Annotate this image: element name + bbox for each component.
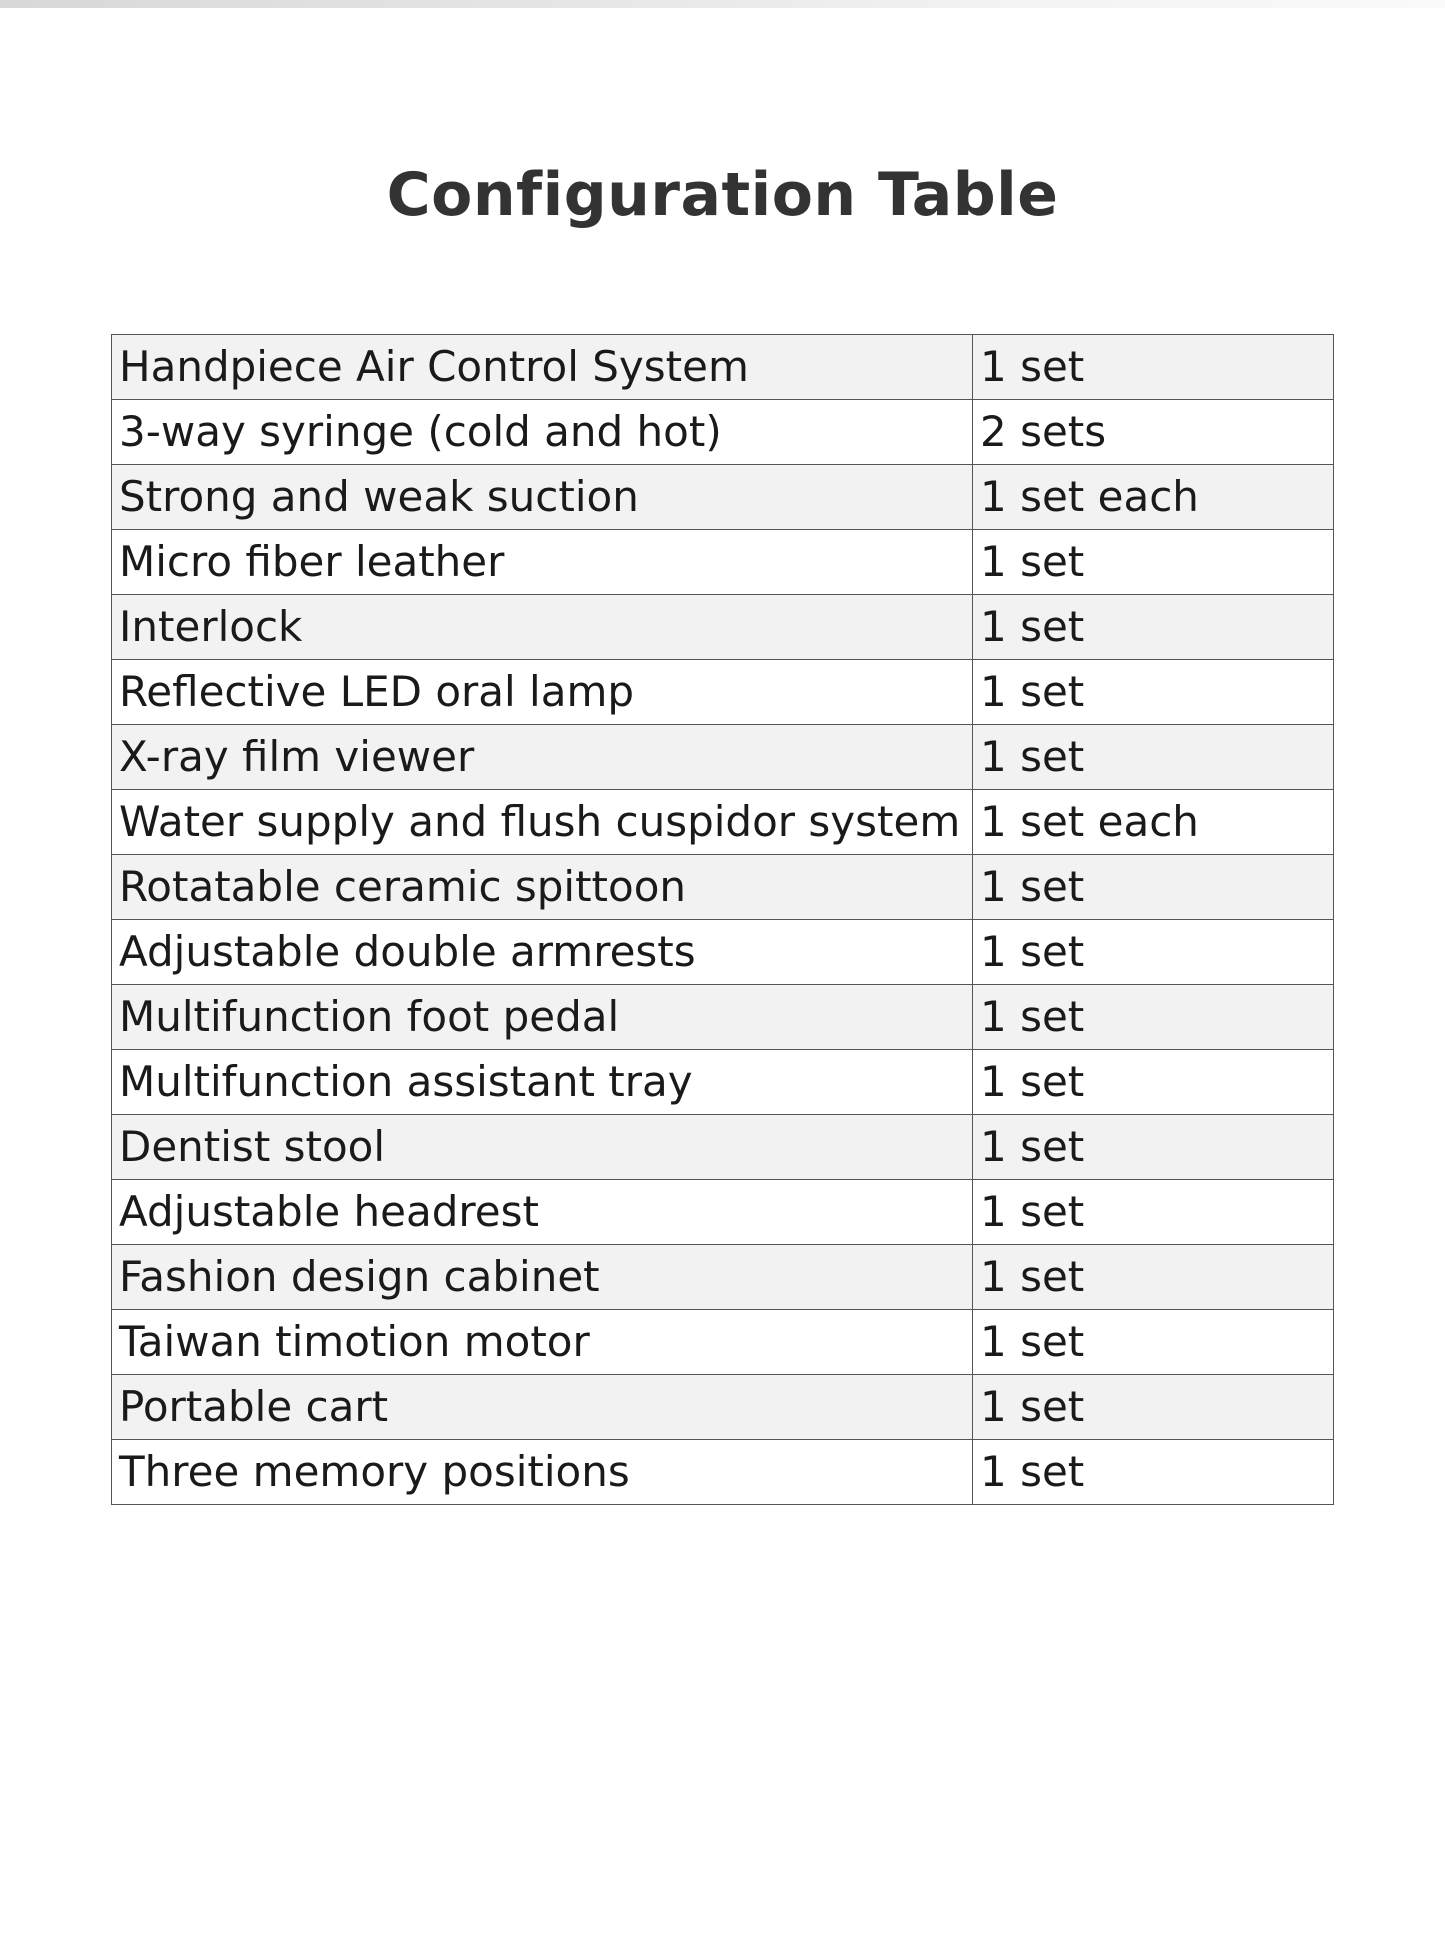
item-cell: Three memory positions	[112, 1440, 973, 1505]
item-cell: Multifunction foot pedal	[112, 985, 973, 1050]
quantity-cell: 1 set	[973, 855, 1334, 920]
quantity-cell: 1 set	[973, 1115, 1334, 1180]
item-cell: Adjustable double armrests	[112, 920, 973, 985]
table-row	[112, 790, 1334, 855]
quantity-cell: 1 set each	[973, 790, 1334, 855]
quantity-cell: 1 set	[973, 1050, 1334, 1115]
item-cell: Micro fiber leather	[112, 530, 973, 595]
item-cell: Multifunction assistant tray	[112, 1050, 973, 1115]
table-row	[112, 1440, 1334, 1505]
table-row	[112, 985, 1334, 1050]
quantity-cell: 1 set	[973, 530, 1334, 595]
top-edge-strip	[0, 0, 1445, 8]
table-row	[112, 530, 1334, 595]
table-row	[112, 1115, 1334, 1180]
table-row	[112, 1310, 1334, 1375]
quantity-cell: 1 set	[973, 595, 1334, 660]
table-row	[112, 725, 1334, 790]
item-cell: Taiwan timotion motor	[112, 1310, 973, 1375]
quantity-cell: 1 set	[973, 1245, 1334, 1310]
table-row	[112, 1245, 1334, 1310]
item-cell: 3-way syringe (cold and hot)	[112, 400, 973, 465]
table-row	[112, 660, 1334, 725]
quantity-cell: 1 set each	[973, 465, 1334, 530]
item-cell: Reflective LED oral lamp	[112, 660, 973, 725]
table-row	[112, 465, 1334, 530]
item-cell: Handpiece Air Control System	[112, 335, 973, 400]
quantity-cell: 2 sets	[973, 400, 1334, 465]
table-row	[112, 1050, 1334, 1115]
quantity-cell: 1 set	[973, 660, 1334, 725]
table-row	[112, 335, 1334, 400]
quantity-cell: 1 set	[973, 1375, 1334, 1440]
table-row	[112, 1375, 1334, 1440]
item-cell: Portable cart	[112, 1375, 973, 1440]
item-cell: X-ray film viewer	[112, 725, 973, 790]
item-cell: Water supply and flush cuspidor system	[112, 790, 973, 855]
table-row	[112, 400, 1334, 465]
item-cell: Interlock	[112, 595, 973, 660]
quantity-cell: 1 set	[973, 1440, 1334, 1505]
quantity-cell: 1 set	[973, 1310, 1334, 1375]
configuration-table	[111, 334, 1334, 1505]
item-cell: Fashion design cabinet	[112, 1245, 973, 1310]
quantity-cell: 1 set	[973, 985, 1334, 1050]
table-row	[112, 920, 1334, 985]
quantity-cell: 1 set	[973, 920, 1334, 985]
table-row	[112, 1180, 1334, 1245]
item-cell: Rotatable ceramic spittoon	[112, 855, 973, 920]
quantity-cell: 1 set	[973, 1180, 1334, 1245]
item-cell: Adjustable headrest	[112, 1180, 973, 1245]
table-row	[112, 855, 1334, 920]
item-cell: Dentist stool	[112, 1115, 973, 1180]
quantity-cell: 1 set	[973, 335, 1334, 400]
item-cell: Strong and weak suction	[112, 465, 973, 530]
page-title: Configuration Table	[386, 160, 1059, 230]
table-row	[112, 595, 1334, 660]
quantity-cell: 1 set	[973, 725, 1334, 790]
